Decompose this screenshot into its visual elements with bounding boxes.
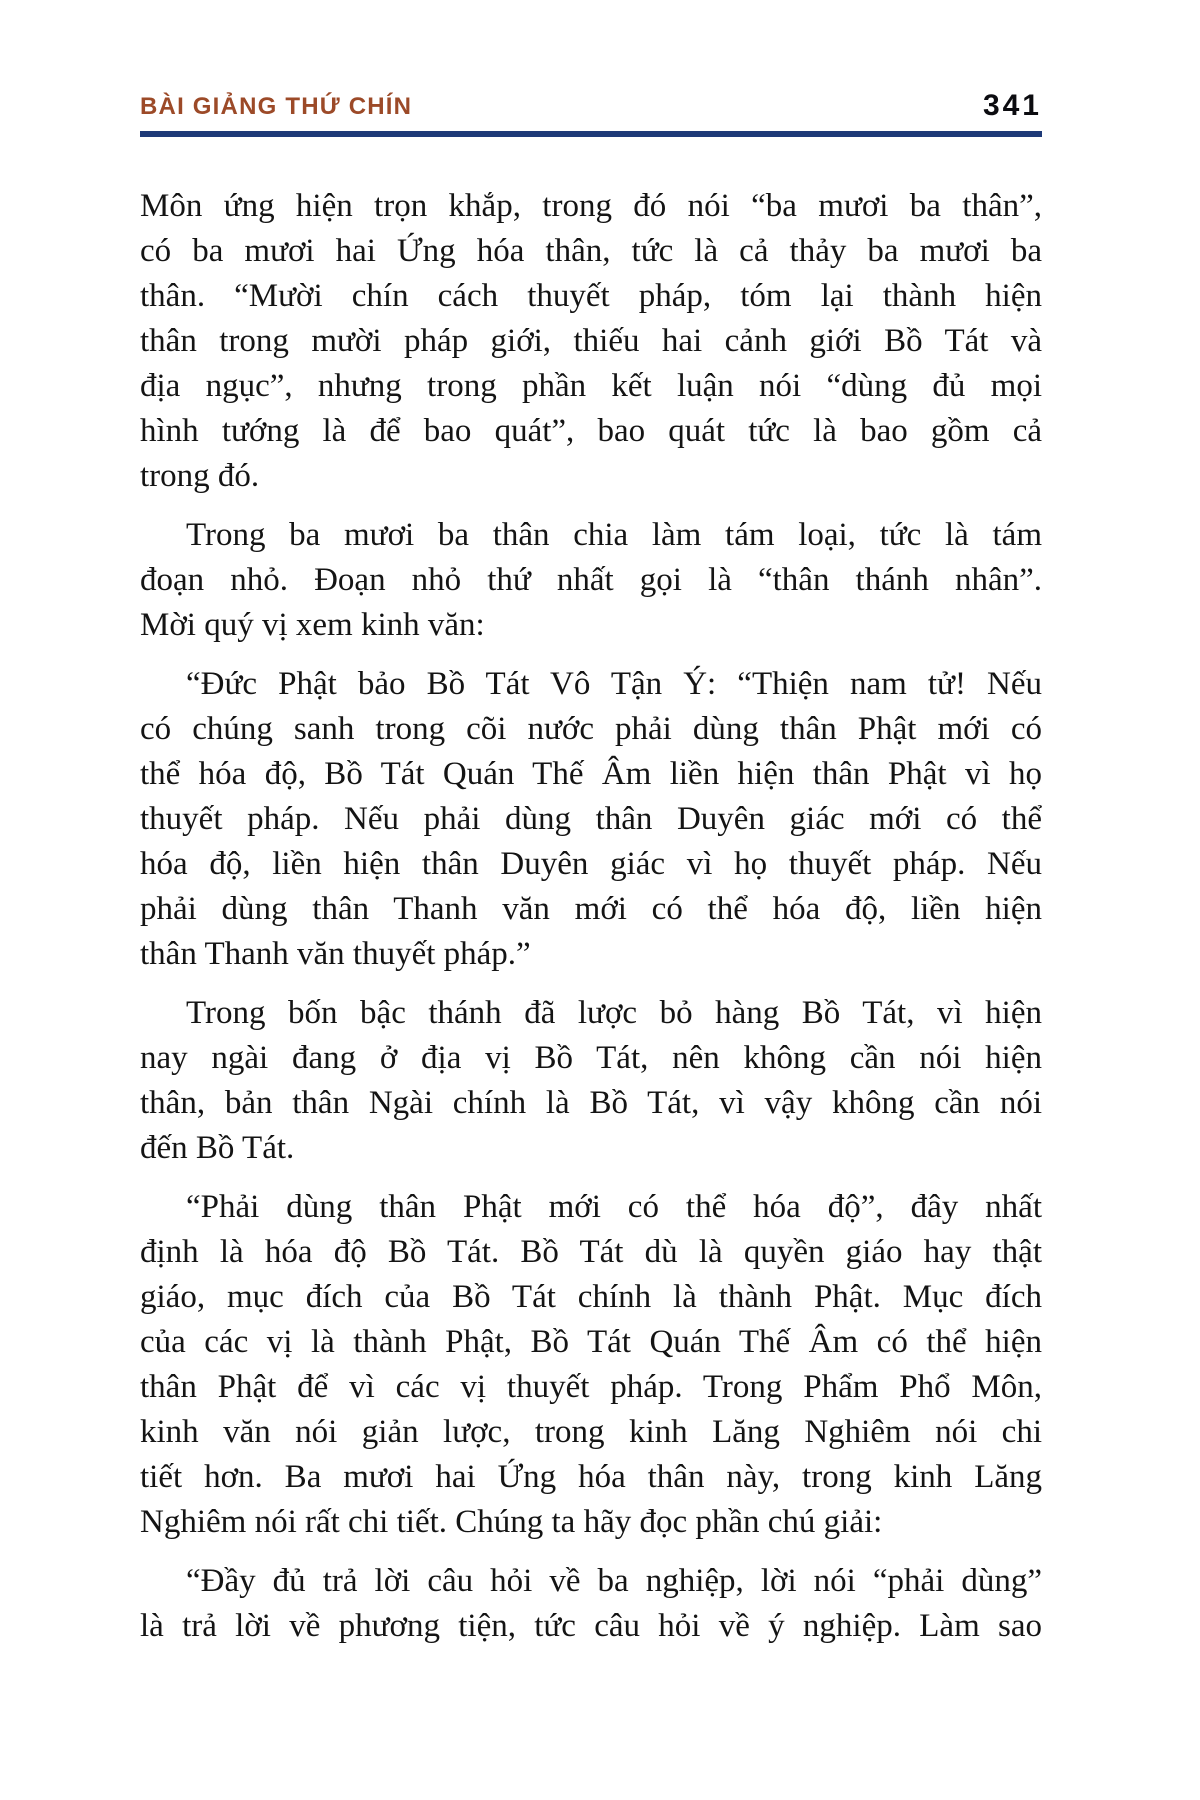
text-line: là trả lời về phương tiện, tức câu hỏi về ý nghiệp. Làm sao	[140, 1608, 1042, 1644]
text-line: thể hóa độ, Bồ Tát Quán Thế Âm liền hiện thân Phật vì họ	[140, 756, 1042, 792]
body-text	[140, 184, 1042, 1649]
text-line: định là hóa độ Bồ Tát. Bồ Tát dù là quyền giáo hay thật	[140, 1234, 1042, 1270]
text-line: nay ngài đang ở địa vị Bồ Tát, nên không cần nói hiện	[140, 1040, 1042, 1076]
text-line: đoạn nhỏ. Đoạn nhỏ thứ nhất gọi là “thân thánh nhân”.	[140, 562, 1042, 598]
text-line: Mời quý vị xem kinh văn:	[140, 607, 485, 643]
text-line: kinh văn nói giản lược, trong kinh Lăng Nghiêm nói chi	[140, 1414, 1042, 1450]
text-line: có chúng sanh trong cõi nước phải dùng thân Phật mới có	[140, 711, 1042, 747]
paragraph	[140, 662, 1042, 977]
text-line: trong đó.	[140, 458, 260, 494]
text-line: địa ngục”, nhưng trong phần kết luận nói “dùng đủ mọi	[140, 368, 1042, 404]
text-line: hóa độ, liền hiện thân Duyên giác vì họ thuyết pháp. Nếu	[140, 846, 1042, 882]
text-line: thân Thanh văn thuyết pháp.”	[140, 936, 531, 972]
page-number: 341	[982, 89, 1042, 122]
paragraph	[140, 513, 1042, 648]
text-line: phải dùng thân Thanh văn mới có thể hóa độ, liền hiện	[140, 891, 1042, 927]
paragraph	[140, 1559, 1042, 1649]
text-line: Nghiêm nói rất chi tiết. Chúng ta hãy đọc phần chú giải:	[140, 1504, 883, 1540]
text-line: “Phải dùng thân Phật mới có thể hóa độ”, đây nhất	[186, 1189, 1042, 1225]
text-line: thân trong mười pháp giới, thiếu hai cảnh giới Bồ Tát và	[140, 323, 1042, 359]
text-line: hình tướng là để bao quát”, bao quát tức là bao gồm cả	[140, 413, 1042, 449]
paragraph	[140, 1185, 1042, 1545]
page-header	[140, 89, 1042, 122]
text-line: của các vị là thành Phật, Bồ Tát Quán Thế Âm có thể hiện	[140, 1324, 1042, 1360]
paragraph	[140, 184, 1042, 499]
text-line: Trong bốn bậc thánh đã lược bỏ hàng Bồ Tát, vì hiện	[186, 995, 1042, 1031]
text-line: thân. “Mười chín cách thuyết pháp, tóm lại thành hiện	[140, 278, 1042, 314]
text-line: có ba mươi hai Ứng hóa thân, tức là cả thảy ba mươi ba	[140, 233, 1042, 269]
text-line: thân, bản thân Ngài chính là Bồ Tát, vì vậy không cần nói	[140, 1085, 1042, 1121]
text-line: Môn ứng hiện trọn khắp, trong đó nói “ba mươi ba thân”,	[140, 188, 1042, 224]
text-line: “Đầy đủ trả lời câu hỏi về ba nghiệp, lời nói “phải dùng”	[186, 1563, 1042, 1599]
paragraph	[140, 991, 1042, 1171]
text-line: thuyết pháp. Nếu phải dùng thân Duyên giác mới có thể	[140, 801, 1042, 837]
text-line: giáo, mục đích của Bồ Tát chính là thành Phật. Mục đích	[140, 1279, 1042, 1315]
text-line: tiết hơn. Ba mươi hai Ứng hóa thân này, trong kinh Lăng	[140, 1459, 1042, 1495]
text-line: “Đức Phật bảo Bồ Tát Vô Tận Ý: “Thiện nam tử! Nếu	[186, 666, 1042, 702]
text-line: đến Bồ Tát.	[140, 1130, 295, 1166]
text-line: thân Phật để vì các vị thuyết pháp. Trong Phẩm Phổ Môn,	[140, 1369, 1042, 1405]
header-rule	[140, 131, 1042, 137]
running-header-title: BÀI GIẢNG THỨ CHÍN	[140, 93, 413, 120]
text-line: Trong ba mươi ba thân chia làm tám loại, tức là tám	[186, 517, 1042, 553]
